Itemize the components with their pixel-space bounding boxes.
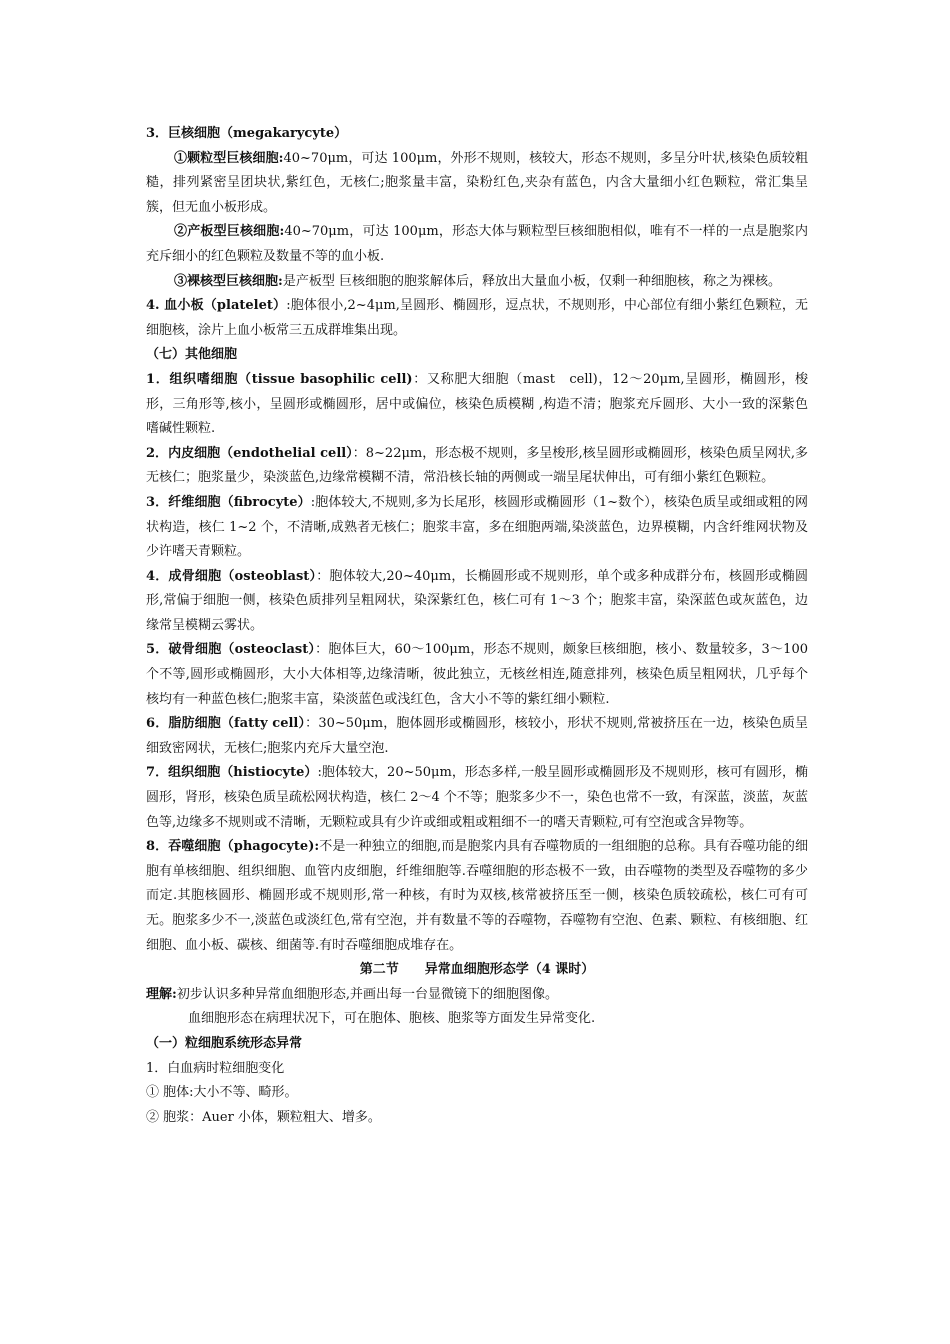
document-body — [146, 122, 808, 1130]
paragraph-osteoclast: 5．破骨细胞（osteoclast）：胞体巨大，60～100μm，形态不规则，颇象巨核细胞，核小、数量较多，3～100 个不等,圆形或椭圆形，大小大体相等,边缘清晰，彼此独立，无核丝相连,随意排列，核染色质呈粗网状，几乎每个核均有一种蓝色核仁;胞浆丰富，染淡蓝色或浅红色，含大小不等的紫红细小颗粒. — [146, 642, 808, 707]
paragraph-abnormal-morphology-intro: 血细胞形态在病理状况下，可在胞体、胞核、胞浆等方面发生异常变化. — [188, 1011, 596, 1027]
paragraph-granular-megakaryocyte: ①颗粒型巨核细胞:40~70μm，可达 100μm，外形不规则，核较大，形态不规则，多呈分叶状,核染色质较粗糙，排列紧密呈团块状,紫红色，无核仁;胞浆量丰富，染粉红色,夹杂有蓝色，内含大量细小红色颗粒，常汇集呈簇，但无血小板形成。 — [146, 150, 808, 215]
section-title: 第二节 异常血细胞形态学（4 课时） — [359, 962, 595, 978]
paragraph-fatty-cell: 6．脂肪细胞（fatty cell）：30~50μm，胞体圆形或椭圆形，核较小，形状不规则,常被挤压在一边，核染色质呈细致密网状，无核仁;胞浆内充斥大量空泡. — [146, 716, 808, 756]
paragraph-naked-nucleus-megakaryocyte: ③裸核型巨核细胞:是产板型 巨核细胞的胞浆解体后，释放出大量血小板，仅剩一种细胞核，称之为裸核。 — [174, 273, 781, 289]
paragraph-phagocyte: 8．吞噬细胞（phagocyte):不是一种独立的细胞,而是胞浆内具有吞噬物质的一组细胞的总称。具有吞噬功能的细胞有单核细胞、组织细胞、血管内皮细胞，纤维细胞等.吞噬细胞的形态极不一致，由吞噬物的类型及吞噬物的多少而定.其胞核圆形、椭圆形或不规则形,常一种核，有时为双核,核常被挤压至一侧，核染色质较疏松，核仁可有可无。胞浆多少不一,淡蓝色或淡红色,常有空泡，并有数量不等的吞噬物，吞噬物有空泡、色素、颗粒、有核细胞、红细胞、血小板、碳核、细菌等.有时吞噬细胞成堆存在。 — [146, 839, 808, 953]
paragraph-platelet: 4. 血小板（platelet）:胞体很小,2~4μm,呈圆形、椭圆形，逗点状，不规则形，中心部位有细小紫红色颗粒，无细胞核，涂片上血小板常三五成群堆集出现。 — [146, 298, 808, 338]
paragraph-platelet-producing-megakaryocyte: ②产板型巨核细胞:40~70μm，可达 100μm，形态大体与颗粒型巨核细胞相似，唯有不一样的一点是胞浆内充斥细小的红色颗粒及数量不等的血小板. — [146, 224, 808, 264]
paragraph-understanding: 理解:初步认识多种异常血细胞形态,并画出每一台显微镜下的细胞图像。 — [146, 986, 558, 1002]
list-item-cytoplasm: ② 胞浆：Auer 小体，颗粒粗大、增多。 — [146, 1109, 381, 1125]
paragraph-tissue-basophil: 1．组织嗜细胞（tissue basophilic cell)：又称肥大细胞（mast cell)，12～20μm,呈圆形，椭圆形，梭形，三角形等,核小，呈圆形或椭圆形，居中或偏位，核染色质模糊 ,构造不清；胞浆充斥圆形、大小一致的深紫色嗜碱性颗粒. — [146, 371, 808, 437]
paragraph-osteoblast: 4．成骨细胞（osteoblast）：胞体较大,20~40μm，长椭圆形或不规则形，单个或多种成群分布，核圆形或椭圆形,常偏于细胞一侧，核染色质排列呈粗网状，染深紫红色，核仁可有 1～3 个；胞浆丰富，染深蓝色或灰蓝色，边缘常呈模糊云雾状。 — [146, 568, 808, 633]
paragraph-endothelial-cell: 2．内皮细胞（endothelial cell）：8~22μm，形态极不规则，多呈梭形,核呈圆形或椭圆形，核染色质呈网状,多无核仁；胞浆量少，染淡蓝色,边缘常模糊不清，常沿核长轴的两侧或一端呈尾状伸出，可有细小紫红色颗粒。 — [146, 445, 808, 486]
heading-other-cells: （七）其他细胞 — [146, 347, 238, 363]
paragraph-fibrocyte: 3．纤维细胞（fibrocyte）:胞体较大,不规则,多为长尾形，核圆形或椭圆形（1~数个），核染色质呈或细或粗的网状构造，核仁 1~2 个，不清晰,成熟者无核仁；胞浆丰富，多在细胞两端,染淡蓝色，边界模糊，内含纤维网状物及少许嗜天青颗粒。 — [146, 494, 808, 560]
heading-megakaryocyte: 3．巨核细胞（megakarycyte） — [146, 126, 348, 141]
list-item-cell-body: ① 胞体:大小不等、畸形。 — [146, 1085, 298, 1101]
heading-granulocyte-abnormalities: （一）粒细胞系统形态异常 — [146, 1035, 303, 1051]
paragraph-histiocyte: 7．组织细胞（histiocyte）:胞体较大，20~50μm，形态多样,一般呈圆形或椭圆形及不规则形，核可有圆形，椭圆形，肾形，核染色质呈疏松网状构造，核仁 2～4 个不等；胞浆多少不一，染色也常不一致，有深蓝，淡蓝，灰蓝色等,边缘多不规则或不清晰，无颗粒或具有少许或细或粗或粗细不一的嗜天青颗粒,可有空泡或含异物等。 — [146, 765, 808, 830]
list-item-leukemia-changes: 1．白血病时粒细胞变化 — [146, 1060, 285, 1076]
